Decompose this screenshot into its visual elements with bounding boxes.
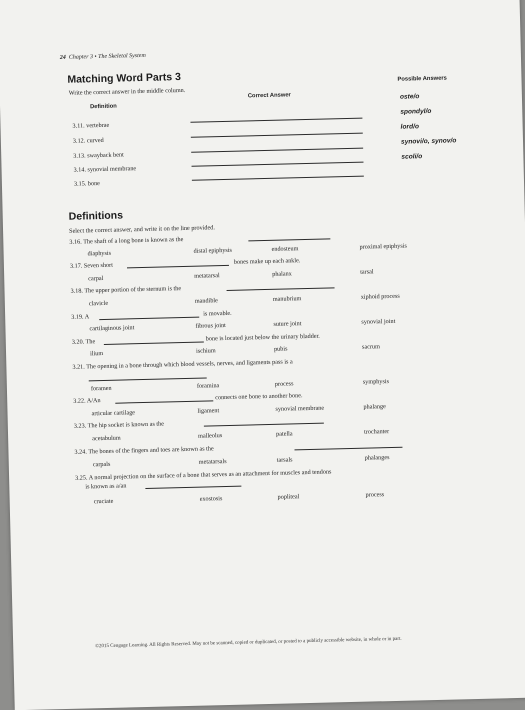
running-header bbox=[60, 53, 146, 61]
option-320-3: pubis bbox=[273, 345, 288, 353]
question-321: 3.21. The opening in a bone through which blood vessels, nerves, and ligaments pass is a bbox=[72, 358, 293, 371]
option-321-4: symphysis bbox=[362, 378, 390, 386]
option-322-1: articular cartilage bbox=[91, 409, 136, 418]
question-324: 3.24. The bones of the fingers and toes are known as the bbox=[74, 445, 214, 456]
possible-answer-2: spondyl/o bbox=[400, 107, 432, 116]
option-325-2: exostosis bbox=[199, 495, 223, 503]
question-318: 3.18. The upper portion of the sternum is the bbox=[70, 285, 182, 295]
option-317-2: metatarsal bbox=[194, 272, 220, 280]
option-323-3: patella bbox=[276, 430, 293, 438]
option-316-3: endosteum bbox=[271, 245, 299, 253]
matching-item-314: 3.14. synovial membrane bbox=[73, 165, 137, 174]
option-319-2: fibrous joint bbox=[195, 321, 226, 330]
option-324-4: phalanges bbox=[364, 454, 390, 462]
answer-line-319[interactable] bbox=[99, 317, 199, 320]
option-322-3: synovial membrane bbox=[275, 404, 325, 413]
answer-line-317[interactable] bbox=[127, 265, 229, 268]
option-324-2: metatarsals bbox=[198, 458, 227, 466]
answer-line-316[interactable] bbox=[248, 238, 330, 241]
option-317-3: phalanx bbox=[272, 270, 292, 278]
option-317-1: carpal bbox=[88, 274, 104, 283]
option-321-2: foramina bbox=[196, 382, 220, 390]
question-323: 3.23. The hip socket is known as the bbox=[73, 420, 165, 430]
matching-instruction: Write the correct answer in the middle column. bbox=[68, 86, 186, 97]
option-318-1: clavicle bbox=[88, 299, 109, 308]
question-320-end: bone is located just below the urinary bladder. bbox=[205, 332, 320, 343]
answer-line-313[interactable] bbox=[191, 148, 363, 153]
option-323-1: acetabulum bbox=[92, 434, 121, 443]
question-322-start: 3.22. A/An bbox=[73, 397, 101, 405]
answer-line-312[interactable] bbox=[191, 133, 363, 138]
option-318-2: mandible bbox=[194, 297, 218, 305]
col-header-possible-answers: Possible Answers bbox=[397, 75, 447, 83]
question-325-start: 3.25. A normal projection on the surface of a bone that serves as an attachment for muscles and tendons bbox=[75, 468, 332, 482]
option-319-3: suture joint bbox=[273, 320, 302, 328]
section-title-matching: Matching Word Parts 3 bbox=[67, 71, 182, 86]
answer-line-318[interactable] bbox=[227, 287, 335, 291]
answer-line-315[interactable] bbox=[192, 176, 364, 181]
matching-item-312: 3.12. curved bbox=[72, 136, 104, 145]
option-319-4: synovial joint bbox=[361, 317, 396, 326]
possible-answer-5: scoli/o bbox=[401, 153, 423, 161]
question-320-start: 3.20. The bbox=[71, 338, 96, 346]
col-header-definition: Definition bbox=[89, 103, 117, 111]
answer-line-323[interactable] bbox=[204, 423, 324, 427]
option-317-4: tarsal bbox=[360, 268, 374, 276]
option-316-2: distal epiphysis bbox=[193, 246, 233, 255]
section-title-definitions: Definitions bbox=[68, 209, 124, 223]
answer-line-321[interactable] bbox=[89, 377, 207, 381]
question-317-start: 3.17. Seven short bbox=[69, 261, 113, 270]
copyright-footer: ©2015 Cengage Learning. All Rights Reserved. May not be scanned, copied or duplicated, or posted to a publicly accessible website, in whole or in part. bbox=[95, 636, 402, 650]
option-321-1: foramen bbox=[90, 384, 112, 393]
question-319-end: is movable. bbox=[203, 309, 232, 318]
option-316-1: diaphysis bbox=[87, 249, 112, 258]
chapter-title: Chapter 3 • The Skeletal System bbox=[68, 52, 146, 61]
question-317-end: bones make up each ankle. bbox=[233, 257, 301, 266]
possible-answer-4: synovi/o, synov/o bbox=[400, 137, 457, 146]
possible-answer-3: lord/o bbox=[400, 123, 420, 131]
option-325-1: cruciate bbox=[93, 497, 114, 506]
option-316-4: proximal epiphysis bbox=[359, 242, 407, 251]
matching-item-315: 3.15. bone bbox=[73, 180, 100, 188]
option-320-1: ilium bbox=[90, 350, 104, 358]
definitions-instruction: Select the correct answer, and write it on the line provided. bbox=[69, 224, 215, 235]
answer-line-314[interactable] bbox=[192, 162, 364, 167]
question-319-start: 3.19. A bbox=[71, 313, 90, 321]
option-325-4: process bbox=[365, 491, 385, 499]
option-320-2: ischium bbox=[195, 347, 216, 355]
option-324-3: tarsals bbox=[276, 456, 293, 464]
answer-line-311[interactable] bbox=[190, 118, 362, 123]
option-318-3: manubrium bbox=[272, 295, 302, 303]
col-header-correct-answer: Correct Answer bbox=[247, 92, 291, 100]
answer-line-324[interactable] bbox=[294, 447, 402, 451]
option-322-4: phalange bbox=[363, 403, 386, 411]
possible-answer-1: oste/o bbox=[399, 93, 420, 101]
option-325-3: popliteal bbox=[277, 493, 300, 501]
question-325-end: is known as a/an bbox=[85, 482, 127, 491]
answer-line-322[interactable] bbox=[115, 400, 213, 403]
option-319-1: cartilaginous joint bbox=[89, 324, 135, 333]
option-321-3: process bbox=[274, 380, 294, 388]
matching-item-311: 3.11. vertebrae bbox=[72, 121, 110, 130]
matching-item-313: 3.13. swayback bent bbox=[73, 151, 124, 160]
answer-line-320[interactable] bbox=[104, 342, 204, 345]
option-323-4: trochanter bbox=[363, 428, 390, 436]
question-322-end: connects one bone to another bone. bbox=[215, 392, 303, 402]
option-320-4: sacrum bbox=[361, 343, 380, 351]
question-316: 3.16. The shaft of a long bone is known as the bbox=[69, 236, 184, 246]
option-323-2: malleolus bbox=[198, 432, 223, 440]
answer-line-325[interactable] bbox=[145, 486, 241, 489]
option-318-4: xiphoid process bbox=[360, 292, 400, 301]
option-324-1: carpals bbox=[92, 460, 111, 469]
option-322-2: ligament bbox=[197, 407, 220, 415]
page-number: 24 bbox=[59, 54, 66, 61]
